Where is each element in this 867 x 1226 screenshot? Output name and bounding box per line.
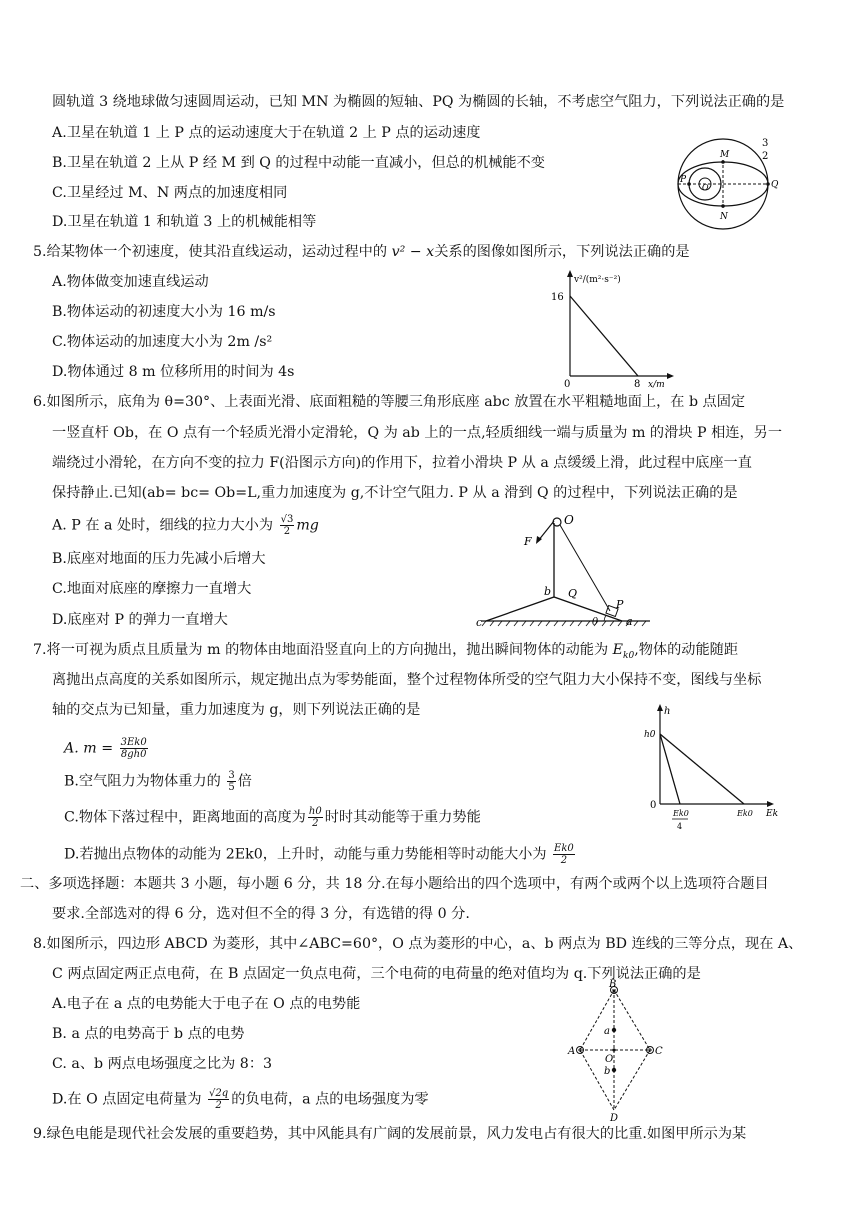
energy-xtick-ek0-num: Ek0 bbox=[673, 809, 689, 818]
orbit-label-3: 3 bbox=[762, 138, 769, 149]
q5-option-d: D.物体通过 8 m 位移所用的时间为 4s bbox=[52, 364, 295, 380]
q7-option-a bbox=[64, 737, 150, 760]
incline-label-c: c bbox=[476, 616, 483, 629]
q6-option-a bbox=[52, 514, 319, 537]
q5-option-c: C.物体运动的加速度大小为 2m /s² bbox=[52, 334, 273, 350]
v2x-xtick-8: 8 bbox=[634, 379, 641, 390]
q4-option-d: D.卫星在轨道 1 和轨道 3 上的机械能相等 bbox=[52, 214, 317, 230]
q7-stem-line1 bbox=[33, 641, 738, 665]
incline-label-p: P bbox=[616, 598, 624, 611]
orbit-label-p: P bbox=[680, 175, 687, 185]
rhombus-label-o: O bbox=[605, 1054, 614, 1065]
q6-stem-line4: 保持静止.已知(ab= bc= Ob=L,重力加速度为 g,不计空气阻力. P 从 a 滑到 Q 的过程中，下列说法正确的是 bbox=[52, 485, 738, 501]
q5-option-a: A.物体做变加速直线运动 bbox=[52, 274, 209, 290]
v2x-data-line bbox=[570, 296, 638, 376]
q8-d-post: 的负电荷，a 点的电场强度为零 bbox=[231, 1091, 429, 1108]
orbit-label-q: Q bbox=[771, 180, 779, 190]
orbit-label-m: M bbox=[720, 150, 730, 160]
energy-xlabel: Ek bbox=[766, 809, 779, 819]
rhombus-figure bbox=[560, 978, 670, 1126]
orbit-label-n: N bbox=[720, 212, 728, 222]
q5-stem-math: v² − x bbox=[391, 244, 435, 260]
q6-a-num: √3 bbox=[280, 514, 294, 525]
q4-option-a: A.卫星在轨道 1 上 P 点的运动速度大于在轨道 2 上 P 点的运动速度 bbox=[52, 125, 481, 141]
q8-d-text: D.在 O 点固定电荷量为 bbox=[52, 1091, 202, 1108]
incline-label-f: F bbox=[524, 535, 532, 548]
energy-ylabel: h bbox=[664, 706, 671, 717]
rhombus-label-a-vertex: A bbox=[568, 1046, 576, 1057]
section-2-title-line2: 要求.全部选对的得 6 分，选对但不全的得 3 分，有选错的得 0 分. bbox=[52, 906, 470, 922]
v2x-ylabel: v²/(m²·s⁻²) bbox=[574, 275, 621, 285]
q7-b-text: B.空气阻力为物体重力的 bbox=[64, 773, 221, 790]
q8-d-num: √2q bbox=[209, 1088, 229, 1099]
q6-stem-line3: 端绕过小滑轮，在方向不变的拉力 F(沿图示方向)的作用下，拉着小滑块 P 从 a 点缓缓上滑，此过程中底座一直 bbox=[52, 455, 752, 471]
q8-option-b: B. a 点的电势高于 b 点的电势 bbox=[52, 1026, 245, 1042]
q6-option-c: C.地面对底座的摩擦力一直增大 bbox=[52, 581, 252, 597]
q7-b-fraction bbox=[227, 770, 235, 793]
q7-option-c bbox=[64, 806, 481, 829]
q7-c-den: 2 bbox=[312, 818, 319, 829]
q7-b-num: 3 bbox=[228, 770, 235, 781]
q8-option-d bbox=[52, 1088, 429, 1111]
rhombus-label-b-point: b bbox=[604, 1066, 611, 1077]
incline-label-b: b bbox=[544, 585, 552, 598]
q5-option-b: B.物体运动的初速度大小为 16 m/s bbox=[52, 304, 276, 320]
q7-ek0-symbol: E bbox=[612, 642, 624, 658]
q6-option-d: D.底座对 P 的弹力一直增大 bbox=[52, 612, 228, 628]
q6-option-b: B.底座对地面的压力先减小后增大 bbox=[52, 551, 266, 567]
q6-a-fraction bbox=[280, 514, 295, 537]
energy-ytick-h0: h0 bbox=[644, 730, 656, 740]
q6-a-text: A. P 在 a 处时，细线的拉力大小为 bbox=[52, 517, 274, 534]
q7-d-text: D.若抛出点物体的动能为 2Ek0，上升时，动能与重力势能相等时动能大小为 bbox=[64, 846, 547, 863]
q7-a-den: 8gh0 bbox=[120, 749, 147, 760]
v2x-ytick-16: 16 bbox=[551, 292, 564, 303]
q7-d-num: Ek0 bbox=[554, 843, 574, 854]
incline-label-o: O bbox=[564, 513, 574, 527]
q8-d-fraction bbox=[208, 1088, 229, 1111]
energy-line-descent bbox=[660, 734, 680, 804]
q7-b-den: 5 bbox=[228, 782, 235, 793]
rhombus-label-a-point: a bbox=[604, 1026, 610, 1037]
incline-label-q: Q bbox=[568, 587, 578, 600]
q4-option-b: B.卫星在轨道 2 上从 P 经 M 到 Q 的过程中动能一直减小，但总的机械能不变 bbox=[52, 155, 545, 171]
q7-d-fraction bbox=[553, 843, 575, 866]
q6-a-den: 2 bbox=[283, 526, 291, 537]
q7-a-fraction bbox=[120, 737, 148, 760]
v2x-origin: 0 bbox=[564, 379, 571, 390]
q7-b-post: 倍 bbox=[237, 773, 252, 790]
incline-label-theta: θ bbox=[592, 617, 599, 628]
energy-line-ascent bbox=[660, 734, 744, 804]
q8-stem-line1: 8.如图所示，四边形 ABCD 为菱形，其中∠ABC=60°，O 点为菱形的中心，a、b 两点为 BD 连线的三等分点，现在 A、 bbox=[33, 936, 803, 952]
q9-stem-line1: 9.绿色电能是现代社会发展的重要趋势，其中风能具有广阔的发展前景，风力发电占有很大的比重.如图甲所示为某 bbox=[33, 1126, 747, 1142]
q7-d-den: 2 bbox=[560, 855, 568, 866]
v2x-xlabel: x/m bbox=[648, 380, 665, 390]
q5-stem bbox=[33, 243, 690, 261]
orbit-label-2: 2 bbox=[762, 151, 769, 162]
q8-d-den: 2 bbox=[215, 1100, 222, 1111]
rhombus-label-b-vertex: B bbox=[609, 979, 617, 990]
q4-stem: 圆轨道 3 绕地球做匀速圆周运动，已知 MN 为椭圆的短轴、PQ 为椭圆的长轴，不考虑空气阻力，下列说法正确的是 bbox=[52, 94, 785, 110]
energy-origin: 0 bbox=[650, 800, 657, 811]
incline-label-a: a bbox=[626, 615, 633, 628]
q8-option-a: A.电子在 a 点的电势能大于电子在 O 点的电势能 bbox=[52, 996, 361, 1012]
q6-stem-line2: 一竖直杆 Ob，在 O 点有一个轻质光滑小定滑轮，Q 为 ab 上的一点,轻质细线一端与质量为 m 的滑块 P 相连，另一 bbox=[52, 425, 783, 441]
q7-stem-part2: ,物体的动能随距 bbox=[634, 642, 739, 658]
orbit-figure bbox=[648, 132, 798, 236]
q7-c-post: 时时其动能等于重力势能 bbox=[324, 809, 481, 826]
q5-stem-part2: 关系的图像如图所示，下列说法正确的是 bbox=[434, 244, 690, 260]
q7-option-b bbox=[64, 770, 252, 793]
q7-option-d bbox=[64, 843, 577, 866]
q7-c-num: h0 bbox=[308, 806, 322, 817]
q7-c-fraction bbox=[308, 806, 323, 829]
v2-x-graph bbox=[540, 268, 680, 394]
energy-height-graph bbox=[640, 702, 790, 838]
q7-stem-part1: 7.将一可视为质点且质量为 m 的物体由地面沿竖直向上的方向抛出，抛出瞬间物体的动能为 bbox=[33, 642, 609, 658]
rhombus-label-d: D bbox=[610, 1113, 619, 1122]
rhombus-label-c: C bbox=[655, 1046, 663, 1057]
q7-a-num: 3Ek0 bbox=[120, 737, 147, 748]
q6-stem-line1: 6.如图所示，底角为 θ=30°、上表面光滑、底面粗糙的等腰三角形底座 abc 放置在水平粗糙地面上，在 b 点固定 bbox=[33, 394, 746, 410]
q7-c-text: C.物体下落过程中，距离地面的高度为 bbox=[64, 809, 306, 826]
q4-option-c: C.卫星经过 M、N 两点的加速度相同 bbox=[52, 185, 288, 201]
q8-option-c: C. a、b 两点电场强度之比为 8：3 bbox=[52, 1056, 273, 1072]
q7-ek0-sub: k0 bbox=[623, 650, 635, 661]
q8-stem-line2: C 两点固定两正点电荷，在 B 点固定一负点电荷，三个电荷的电荷量的绝对值均为 q.下列说法正确的是 bbox=[52, 966, 701, 982]
section-2-title-line1: 二、多项选择题：本题共 3 小题，每小题 6 分，共 18 分.在每小题给出的四个选项中，有两个或两个以上选项符合题目 bbox=[20, 876, 769, 892]
q7-stem-line3: 轴的交点为已知量，重力加速度为 g，则下列说法正确的是 bbox=[52, 702, 421, 718]
energy-xtick-ek0: Ek0 bbox=[737, 809, 753, 818]
energy-xtick-ek0-den: 4 bbox=[677, 822, 683, 831]
q5-stem-part1: 5.给某物体一个初速度，使其沿直线运动，运动过程中的 bbox=[33, 244, 388, 260]
q7-stem-line2: 离抛出点高度的关系如图所示，规定抛出点为零势能面，整个过程物体所受的空气阻力大小保持不变，图线与坐标 bbox=[52, 672, 762, 688]
incline-figure bbox=[468, 505, 658, 635]
q6-a-mg: mg bbox=[296, 517, 319, 534]
orbit-label-o: O bbox=[702, 183, 709, 192]
q7-a-text: A. m = bbox=[64, 740, 114, 757]
